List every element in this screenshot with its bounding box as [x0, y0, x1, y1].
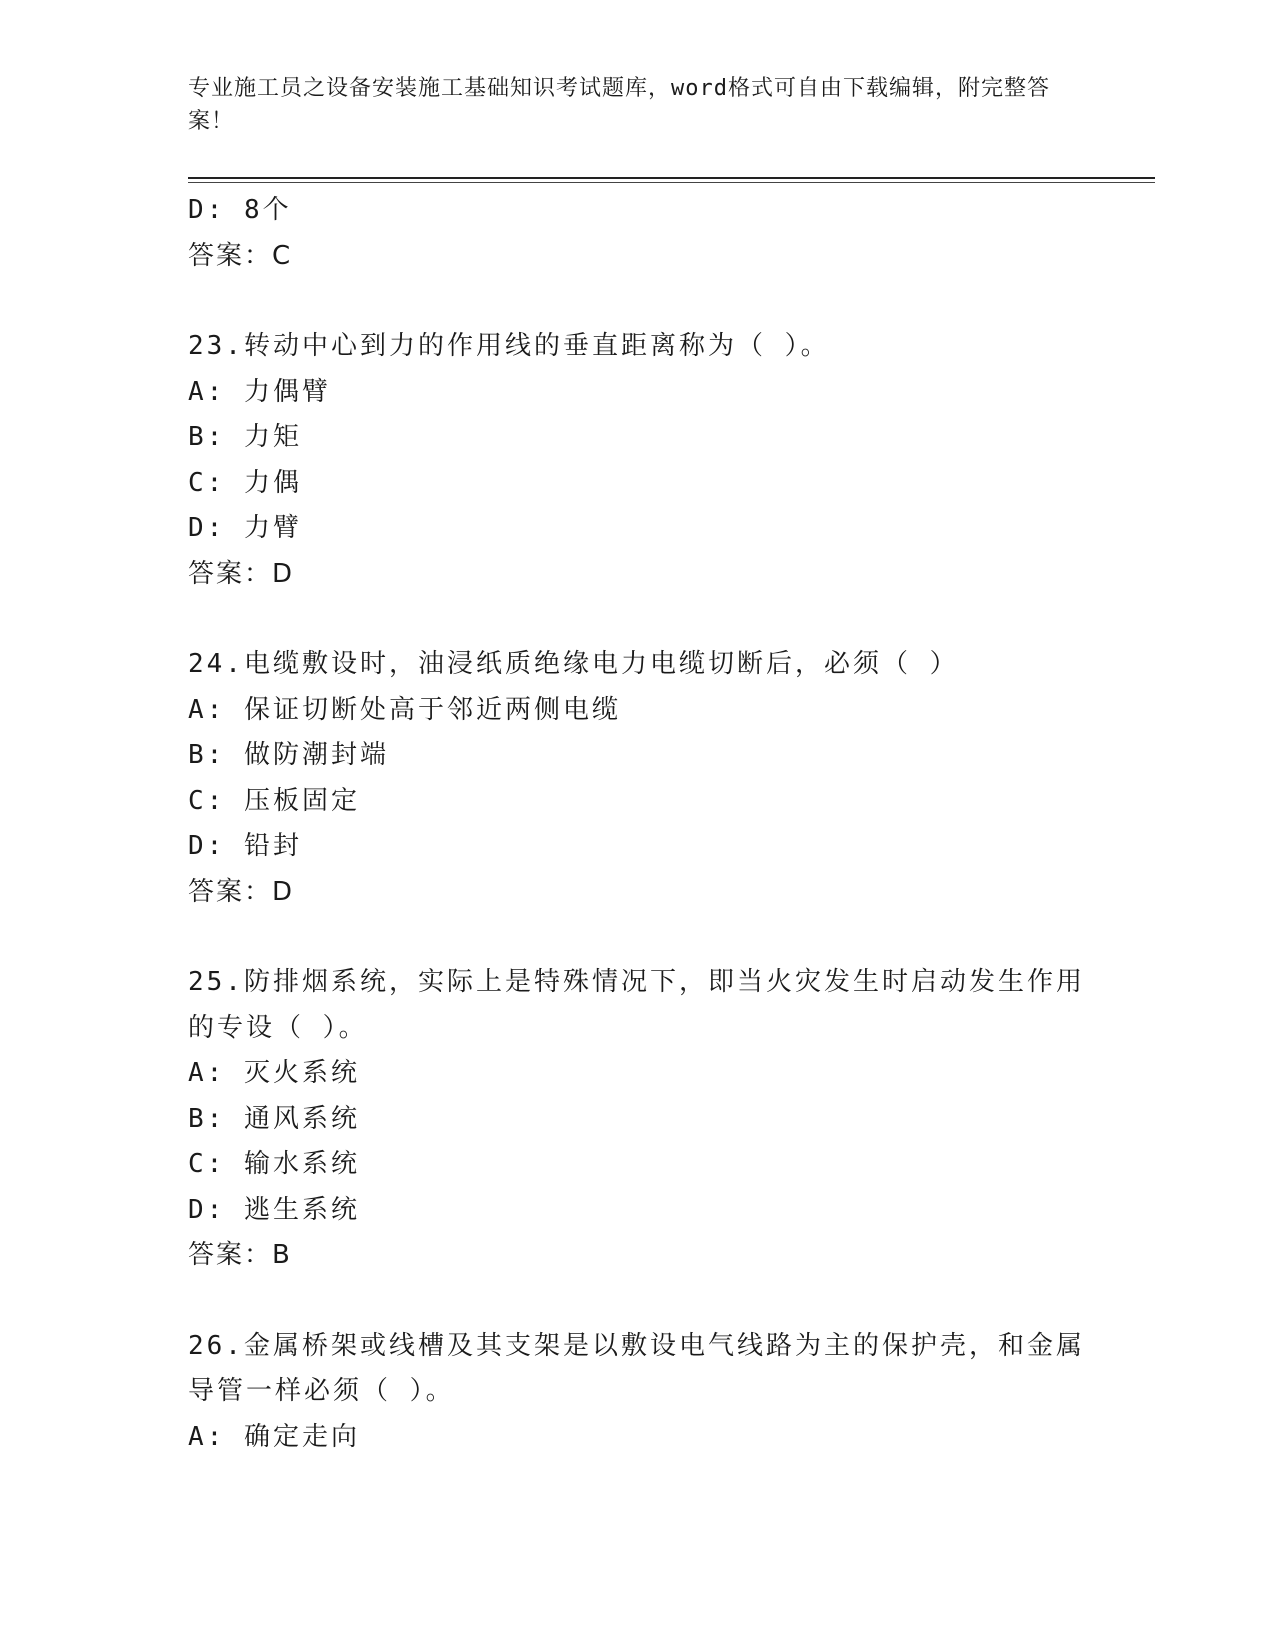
question-text: 23.转动中心到力的作用线的垂直距离称为（ ）。: [188, 331, 830, 361]
question-block: [188, 1324, 1088, 1461]
option-line: C: 输水系统: [188, 1149, 360, 1179]
question-list: [188, 188, 1088, 1460]
option-line: B: 做防潮封端: [188, 740, 389, 770]
option-line: D: 力臂: [188, 513, 302, 543]
spacer: [188, 1279, 1088, 1324]
question-block: [188, 960, 1088, 1279]
option-line: D: 逃生系统: [188, 1194, 360, 1225]
question-block: [188, 642, 1088, 915]
option-line: B: 力矩: [188, 422, 302, 452]
answer-line: 答案：D: [188, 876, 295, 907]
document-header: 专业施工员之设备安装施工基础知识考试题库，word格式可自由下载编辑，附完整答案！: [188, 76, 1050, 134]
question-block: [188, 324, 1088, 597]
header-divider-thick: [188, 177, 1155, 179]
question-text: 24.电缆敷设时，油浸纸质绝缘电力电缆切断后，必须（ ）: [188, 649, 959, 679]
option-line: C: 力偶: [188, 467, 302, 498]
question-text: 25.防排烟系统，实际上是特殊情况下，即当火灾发生时启动发生作用的专设（ ）。: [188, 967, 1085, 1043]
question-text: 26.金属桥架或线槽及其支架是以敷设电气线路为主的保护壳，和金属导管一样必须（ ）。: [188, 1330, 1085, 1406]
option-line: D: 8个: [188, 195, 292, 225]
option-line: D: 铅封: [188, 831, 302, 861]
option-line: B: 通风系统: [188, 1103, 360, 1134]
spacer: [188, 597, 1088, 642]
answer-line: 答案：D: [188, 558, 295, 589]
answer-line: 答案：C: [188, 240, 293, 271]
option-line: A: 灭火系统: [188, 1058, 360, 1088]
spacer: [188, 279, 1088, 324]
option-line: A: 保证切断处高于邻近两侧电缆: [188, 694, 621, 725]
header-divider-thin: [188, 182, 1155, 183]
option-line: A: 确定走向: [188, 1421, 360, 1452]
option-line: C: 压板固定: [188, 785, 360, 816]
option-line: A: 力偶臂: [188, 376, 331, 407]
answer-line: 答案：B: [188, 1240, 292, 1270]
spacer: [188, 915, 1088, 960]
